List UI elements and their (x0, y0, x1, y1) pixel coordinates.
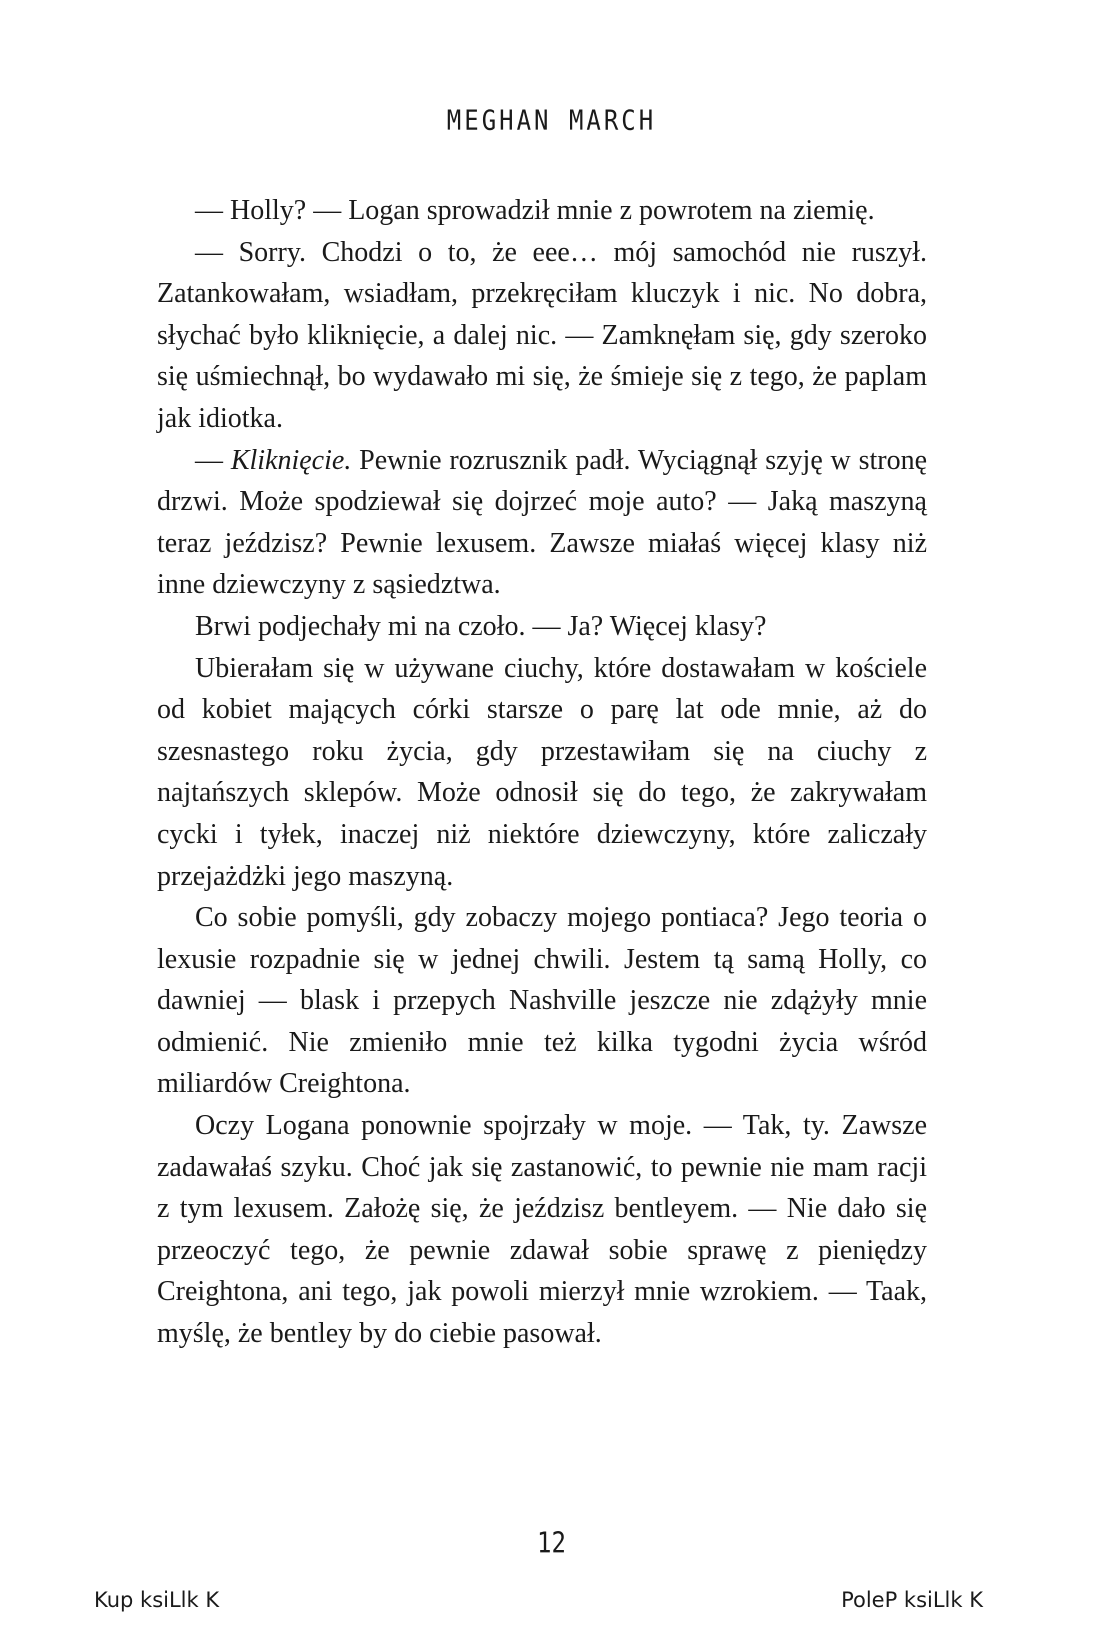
italic-word: Kliknięcie. (230, 444, 352, 476)
paragraph: — Holly? — Logan sprowadził mnie z powrotem na ziemię. (195, 195, 875, 226)
paragraph: Co sobie pomyśli, gdy zobaczy mojego pontiaca? Jego teoria o lexusie rozpadnie się w jednej chwili. Jestem tą samą Holly, co dawniej — blask i przepych Nashville jeszcze nie zdążyły mnie odmienić. Nie zmieniło mnie też kilka tygodni życia wśród miliardów Creightona. (157, 902, 927, 1100)
paragraph: Brwi podjechały mi na czoło. — Ja? Więcej klasy? (195, 610, 767, 642)
paragraph: Ubierałam się w używane ciuchy, które dostawałam w kościele od kobiet mających córki starsze o parę lat ode mnie, aż do szesnastego roku życia, gdy przestawiłam się na ciuchy z najtańszych sklepów. Może odnosił się do tego, że zakrywałam cycki i tyłek, inaczej niż niektóre dziewczyny, które zaliczały przejażdżki jego maszyną. (157, 652, 927, 892)
book-text (157, 190, 927, 1355)
paragraph: Oczy Logana ponownie spojrzały w moje. — Tak, ty. Zawsze zadawałaś szyku. Choć jak się zastanowić, to pewnie nie mam racji z tym lexusem. Założę się, że jeździsz bentleyem. — Nie dało się przeoczyć tego, że pewnie zdawał sobie sprawę z pieniędzy Creightona, ani tego, jak powoli mierzył mnie wzrokiem. — Taak, myślę, że bentley by do ciebie pasował. (157, 1110, 927, 1350)
dialogue-dash: — (195, 444, 231, 476)
recommend-book-link[interactable]: PoleP ksiLlk K (841, 1588, 983, 1612)
paragraph: — Sorry. Chodzi o to, że eee… mój samochód nie ruszył. Zatankowałam, wsiadłam, przekręciłam kluczyk i nic. No dobra, słychać było kliknięcie, a dalej nic. — Zamknęłam się, gdy szeroko się uśmiechnął, bo wydawało mi się, że śmieje się z tego, że paplam jak idiotka. (157, 236, 927, 434)
buy-book-link[interactable]: Kup ksiLlk K (94, 1588, 220, 1612)
paragraph-text: Pewnie rozrusznik padł. Wyciągnął szyję w stronę drzwi. Może spodziewał się dojrzeć moje auto? — Jaką maszyną teraz jeździsz? Pewnie lexusem. Zawsze miałaś więcej klasy niż inne dziewczyny z sąsiedztwa. (157, 444, 928, 601)
running-head: MEGHAN MARCH (446, 104, 657, 137)
page-number: 12 (537, 1526, 566, 1560)
paragraph (157, 440, 927, 606)
